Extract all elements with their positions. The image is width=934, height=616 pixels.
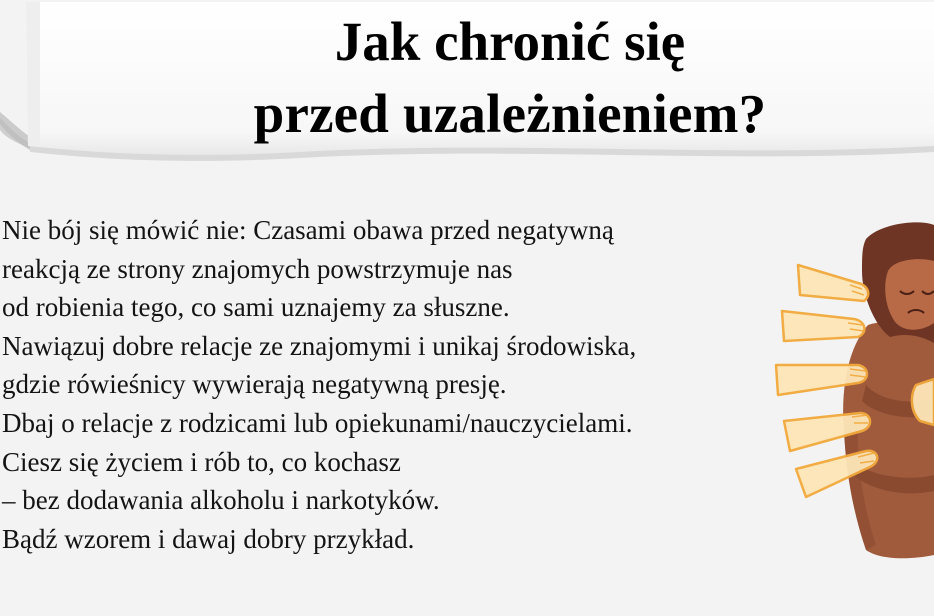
body-line: reakcją ze strony znajomych powstrzymuje nas (2, 253, 513, 284)
body-line: Ciesz się życiem i rób to, co kochasz (2, 446, 401, 477)
body-line: od robienia tego, co sami uznajemy za słuszne. (2, 292, 510, 323)
title-line-2: przed uzależnieniem? (253, 83, 767, 144)
body-line: gdzie rówieśnicy wywierają negatywną presję. (2, 369, 507, 400)
body-line: Dbaj o relacje z rodzicami lub opiekunami/nauczycielami. (2, 407, 633, 438)
slide-body-text (2, 211, 762, 558)
body-line: Nawiązuj dobre relacje ze znajomymi i unikaj środowiska, (2, 330, 637, 361)
body-line: Bądź wzorem i dawaj dobry przykład. (2, 523, 415, 554)
body-line: – bez dodawania alkoholu i narkotyków. (2, 485, 440, 516)
title-line-1: Jak chronić się (334, 11, 686, 72)
sad-person-with-helping-hands-icon (770, 215, 934, 565)
body-line: Nie bój się mówić nie: Czasami obawa przed negatywną (2, 215, 614, 245)
slide-title (0, 6, 934, 150)
